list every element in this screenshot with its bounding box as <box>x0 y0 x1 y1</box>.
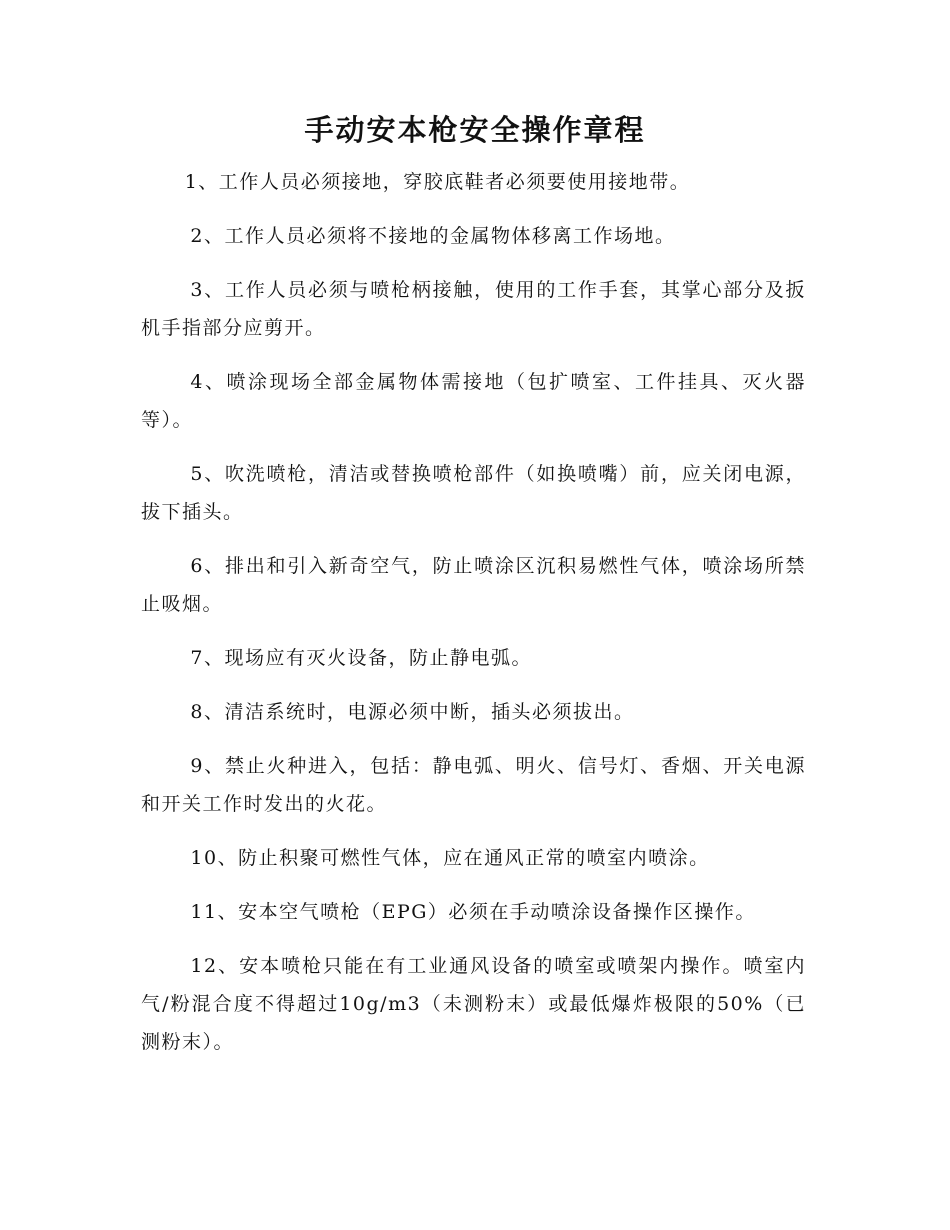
paragraph-8: 8、清洁系统时，电源必须中断，插头必须拔出。 <box>190 701 635 723</box>
document-title: 手动安本枪安全操作章程 <box>304 113 646 147</box>
paragraph-2: 2、工作人员必须将不接地的金属物体移离工作场地。 <box>190 225 676 247</box>
paragraph-9: 9、禁止火种进入，包括：静电弧、明火、信号灯、香烟、开关电源和开关工作时发出的火花。 <box>141 755 806 815</box>
paragraph-6: 6、排出和引入新奇空气，防止喷涂区沉积易燃性气体，喷涂场所禁止吸烟。 <box>141 555 806 615</box>
paragraph-1: 1、工作人员必须接地，穿胶底鞋者必须要使用接地带。 <box>184 171 691 193</box>
paragraph-4: 4、喷涂现场全部金属物体需接地（包扩喷室、工件挂具、灭火器等）。 <box>141 371 806 431</box>
paragraph-10: 10、防止积聚可燃性气体，应在通风正常的喷室内喷涂。 <box>190 847 710 869</box>
paragraph-3: 3、工作人员必须与喷枪柄接触，使用的工作手套，其掌心部分及扳机手指部分应剪开。 <box>141 279 806 339</box>
paragraph-12: 12、安本喷枪只能在有工业通风设备的喷室或喷架内操作。喷室内气/粉混合度不得超过10g/m3（未测粉末）或最低爆炸极限的50%（已测粉末）。 <box>141 955 806 1053</box>
paragraph-5: 5、吹洗喷枪，清洁或替换喷枪部件（如换喷嘴）前，应关闭电源，拔下插头。 <box>141 463 806 523</box>
paragraph-11: 11、安本空气喷枪（EPG）必须在手动喷涂设备操作区操作。 <box>190 901 756 923</box>
document-body <box>141 163 806 1077</box>
paragraph-7: 7、现场应有灭火设备，防止静电弧。 <box>190 647 532 669</box>
